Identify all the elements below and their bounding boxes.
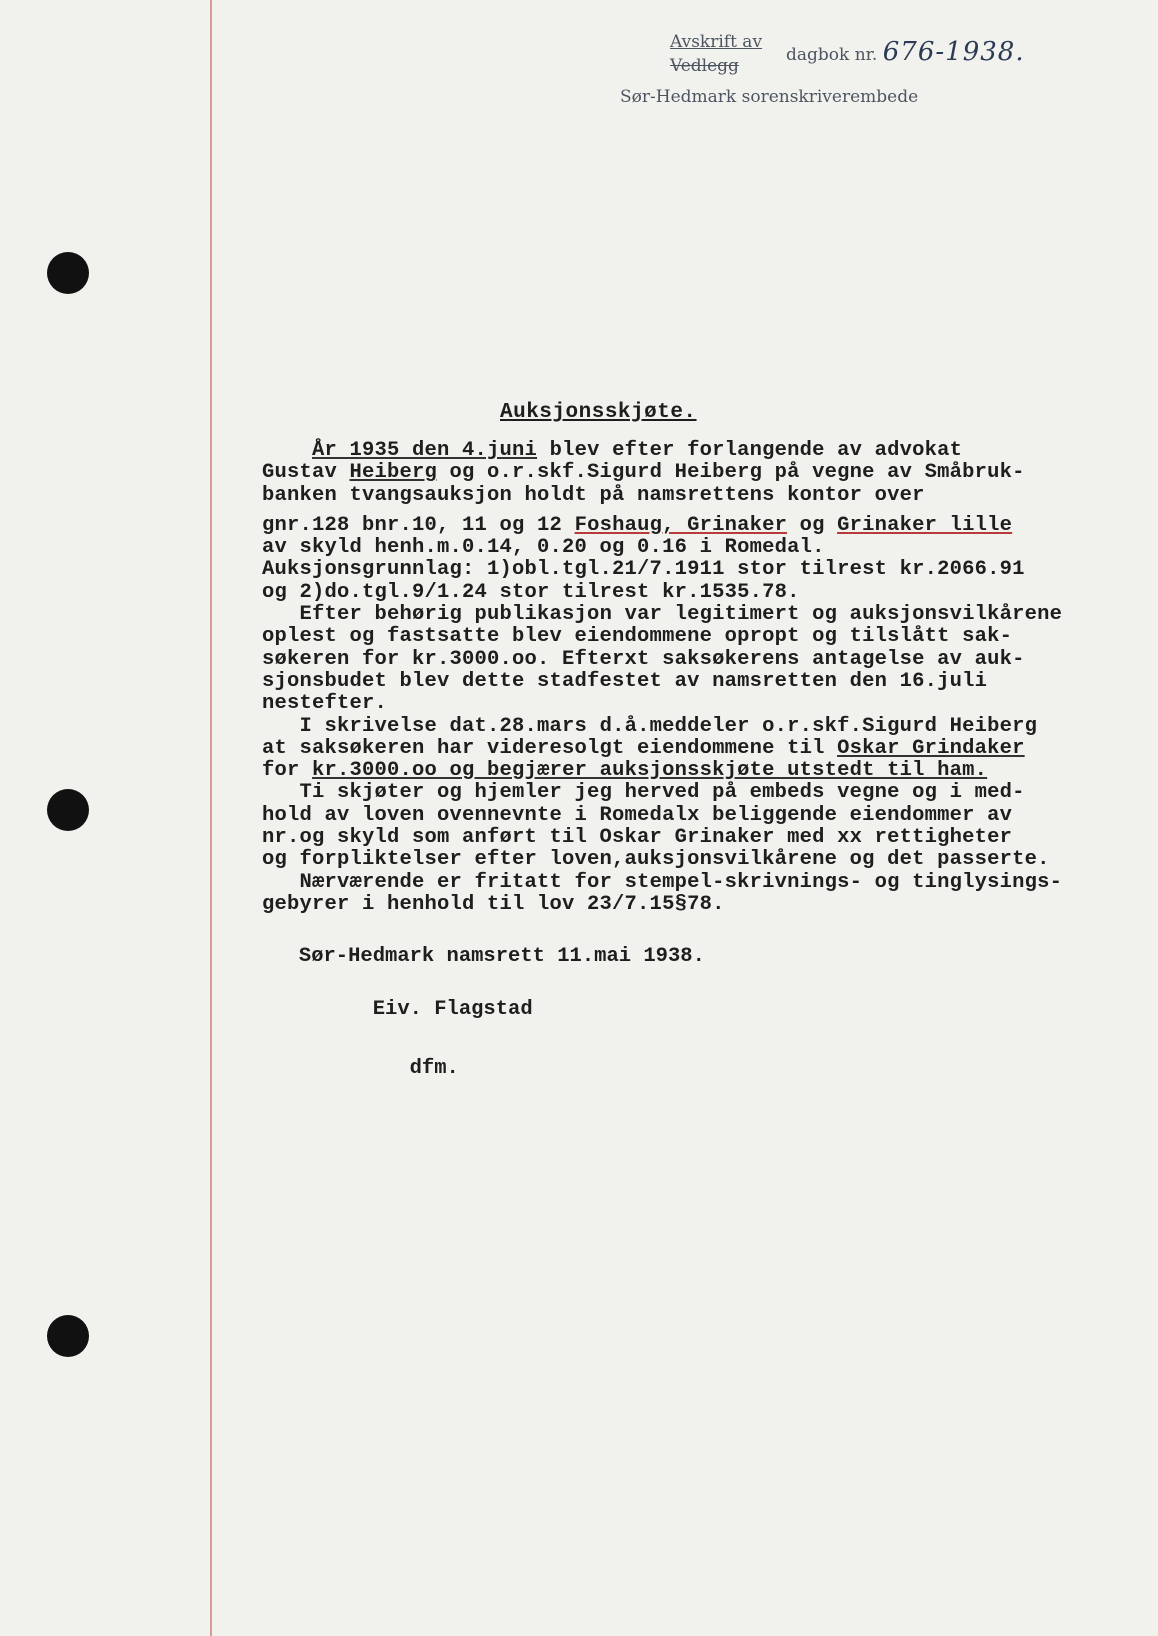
text-line xyxy=(262,440,1132,462)
text-line xyxy=(262,485,1132,507)
text-segment: for xyxy=(262,759,313,783)
punch-hole-middle xyxy=(47,789,89,831)
text-segment: Efter behørig publikasjon var legitimert og auksjonsvilkårene xyxy=(299,603,1063,627)
text-segment: og forpliktelser efter loven,auksjonsvilkårene og det passerte. xyxy=(262,848,1050,872)
text-line xyxy=(262,559,1132,581)
place-date: Sør-Hedmark namsrett 11.mai 1938. xyxy=(262,945,705,968)
dagbok-field xyxy=(786,38,1025,69)
text-line xyxy=(262,604,1132,626)
text-line xyxy=(262,582,1132,604)
document-title: Auksjonsskjøte. xyxy=(500,401,697,424)
office-name: Sør-Hedmark sorenskriverembede xyxy=(620,87,919,107)
text-line xyxy=(262,805,1132,827)
text-segment: kr.3000.oo xyxy=(312,759,438,783)
text-segment: og begjærer auksjonsskjøte utstedt til ham. xyxy=(437,759,988,783)
dagbok-number: 676-1938. xyxy=(882,37,1025,67)
text-segment: År 1935 den 4.juni xyxy=(312,439,538,462)
text-segment: banken tvangsauksjon holdt på namsrettens kontor over xyxy=(262,483,925,507)
vedlegg-label: Vedlegg xyxy=(670,56,739,76)
text-line xyxy=(262,537,1132,559)
text-line xyxy=(262,671,1132,693)
avskrift-label: Avskrift av xyxy=(670,32,763,52)
text-segment: hold av loven ovennevnte i Romedalx beliggende eiendommer av xyxy=(262,803,1013,827)
text-segment: I skrivelse dat.28.mars d.å.meddeler o.r.skf.Sigurd Heiberg xyxy=(299,714,1038,738)
margin-line xyxy=(210,0,212,1636)
text-segment: Foshaug, Grinaker xyxy=(574,513,788,537)
text-segment: gebyrer i henhold til lov 23/7.15§78. xyxy=(262,892,725,916)
text-segment: blev efter forlangende av advokat xyxy=(537,439,963,462)
text-segment: Grinaker lille xyxy=(837,513,1013,537)
text-line xyxy=(262,649,1132,671)
dagbok-label: dagbok nr. xyxy=(786,45,878,65)
text-line xyxy=(262,849,1132,871)
text-line xyxy=(262,626,1132,648)
text-segment: Heiberg xyxy=(349,461,438,485)
text-line xyxy=(262,760,1132,782)
text-segment: oplest og fastsatte blev eiendommene opropt og tilslått sak- xyxy=(262,625,1013,649)
text-line xyxy=(262,738,1132,760)
text-segment: gnr.128 bnr.10, 11 og 12 xyxy=(262,513,575,537)
text-segment: nestefter. xyxy=(262,692,388,716)
text-line xyxy=(262,462,1132,484)
text-segment: Oskar Grindaker xyxy=(837,736,1025,760)
text-segment: Nærværende er fritatt for stempel-skrivnings- og tinglysings- xyxy=(299,870,1063,894)
punch-hole-top xyxy=(47,252,89,294)
text-segment: og xyxy=(787,513,838,537)
text-segment: søkeren for kr.3000.oo. Efterxt saksøkerens antagelse av auk- xyxy=(262,647,1025,671)
text-segment: Ti skjøter og hjemler jeg herved på embeds vegne og i med- xyxy=(299,781,1025,805)
text-line xyxy=(262,515,1132,537)
text-segment: Auksjonsgrunnlag: 1)obl.tgl.21/7.1911 stor tilrest kr.2066.91 xyxy=(262,558,1025,582)
registry-stamp-row-2 xyxy=(670,52,739,80)
signature: Eiv. Flagstad xyxy=(262,998,533,1021)
text-segment: av skyld henh.m.0.14, 0.20 og 0.16 i Romedal. xyxy=(262,536,825,560)
text-segment: at saksøkeren har videresolgt eiendommene til xyxy=(262,736,838,760)
text-segment: Gustav xyxy=(262,461,350,485)
text-segment: nr.og skyld som anført til Oskar Grinaker med xx rettigheter xyxy=(262,826,1013,850)
text-segment: og o.r.skf.Sigurd Heiberg på vegne av Småbruk- xyxy=(437,461,1025,485)
document-body xyxy=(262,440,1132,916)
text-line xyxy=(262,872,1132,894)
text-line xyxy=(262,716,1132,738)
punch-hole-bottom xyxy=(47,1315,89,1357)
text-line xyxy=(262,827,1132,849)
text-segment: sjonsbudet blev dette stadfestet av namsretten den 16.juli xyxy=(262,669,988,693)
text-line xyxy=(262,693,1132,715)
text-line xyxy=(262,894,1132,916)
text-segment: og 2)do.tgl.9/1.24 stor tilrest kr.1535.78. xyxy=(262,580,800,604)
text-line xyxy=(262,782,1132,804)
initials: dfm. xyxy=(262,1057,459,1080)
